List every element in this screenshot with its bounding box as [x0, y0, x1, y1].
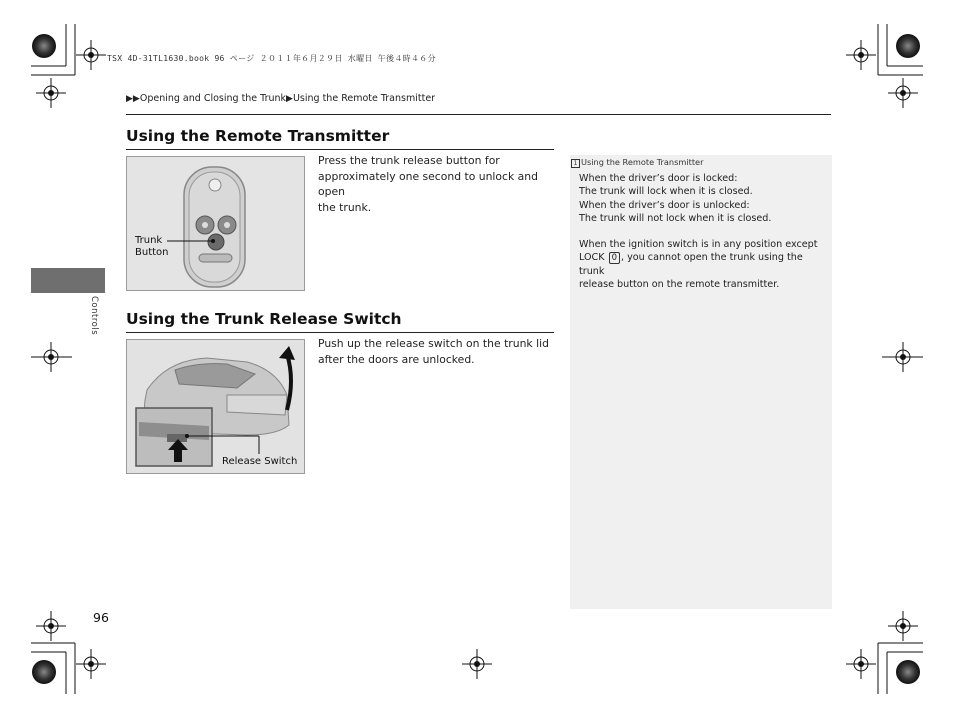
remote-instructions: [318, 153, 556, 215]
note-ignition-warning: [579, 238, 829, 292]
remote-instructions-line-2: approximately one second to unlock and open: [318, 169, 538, 199]
section-title-remote: Using the Remote Transmitter: [126, 127, 390, 145]
note-line: When the driver’s door is locked:: [579, 173, 738, 184]
release-switch-callout: Release Switch: [222, 456, 298, 467]
page-number: 96: [93, 610, 109, 625]
color-rosette: [896, 34, 920, 58]
breadcrumb-current: Using the Remote Transmitter: [292, 93, 436, 104]
section-rule-remote: [126, 149, 554, 150]
note-line: [579, 251, 829, 278]
print-header: TSX 4D-31TL1630.book 96 ページ ２０１１年６月２９日 水曜日 午後４時４６分: [107, 54, 436, 63]
note-title: [571, 157, 703, 168]
note-reference-icon: 1: [571, 159, 580, 168]
chapter-tab-label: Controls: [89, 296, 99, 336]
trunk-button-callout-line-1: Trunk: [135, 235, 163, 246]
trunk-release-image: [126, 339, 305, 474]
breadcrumb-separator: ▶: [286, 94, 293, 104]
release-switch-instructions: [318, 336, 556, 367]
section-title-release-switch: Using the Trunk Release Switch: [126, 310, 402, 328]
lock-label: LOCK: [579, 252, 605, 264]
color-rosette: [896, 660, 920, 684]
chapter-tab[interactable]: [31, 268, 105, 293]
remote-instructions-line-3: the trunk.: [318, 200, 372, 214]
note-line-tail: , you cannot open the trunk using the trunk: [579, 252, 803, 277]
release-switch-instructions-line-2: after the doors are unlocked.: [318, 352, 475, 366]
note-line: The trunk will lock when it is closed.: [579, 186, 753, 198]
remote-transmitter-image: [126, 156, 305, 291]
section-rule-release-switch: [126, 332, 554, 333]
trunk-button-callout: [135, 235, 169, 259]
color-rosette: [32, 660, 56, 684]
breadcrumb: [126, 93, 435, 104]
breadcrumb-section-link[interactable]: Opening and Closing the Trunk: [139, 93, 287, 104]
note-line: When the ignition switch is in any position except: [579, 239, 818, 250]
note-lock-behavior: [579, 172, 829, 226]
lock-position-icon: 0: [609, 252, 620, 264]
color-rosette: [32, 34, 56, 58]
note-line: release button on the remote transmitter.: [579, 279, 780, 291]
release-switch-instructions-line-1: Push up the release switch on the trunk lid: [318, 337, 549, 350]
trunk-button-callout-line-2: Button: [135, 247, 169, 258]
sedan-trunk-illustration: [127, 340, 305, 474]
header-rule: [126, 114, 831, 115]
remote-transmitter-illustration: [127, 157, 305, 291]
note-title-text: Using the Remote Transmitter: [581, 157, 704, 167]
remote-instructions-line-1: Press the trunk release button for: [318, 154, 500, 167]
breadcrumb-arrows: ▶▶: [126, 94, 140, 104]
note-line: When the driver’s door is unlocked:: [579, 199, 750, 211]
note-line: The trunk will not lock when it is closed.: [579, 213, 772, 225]
